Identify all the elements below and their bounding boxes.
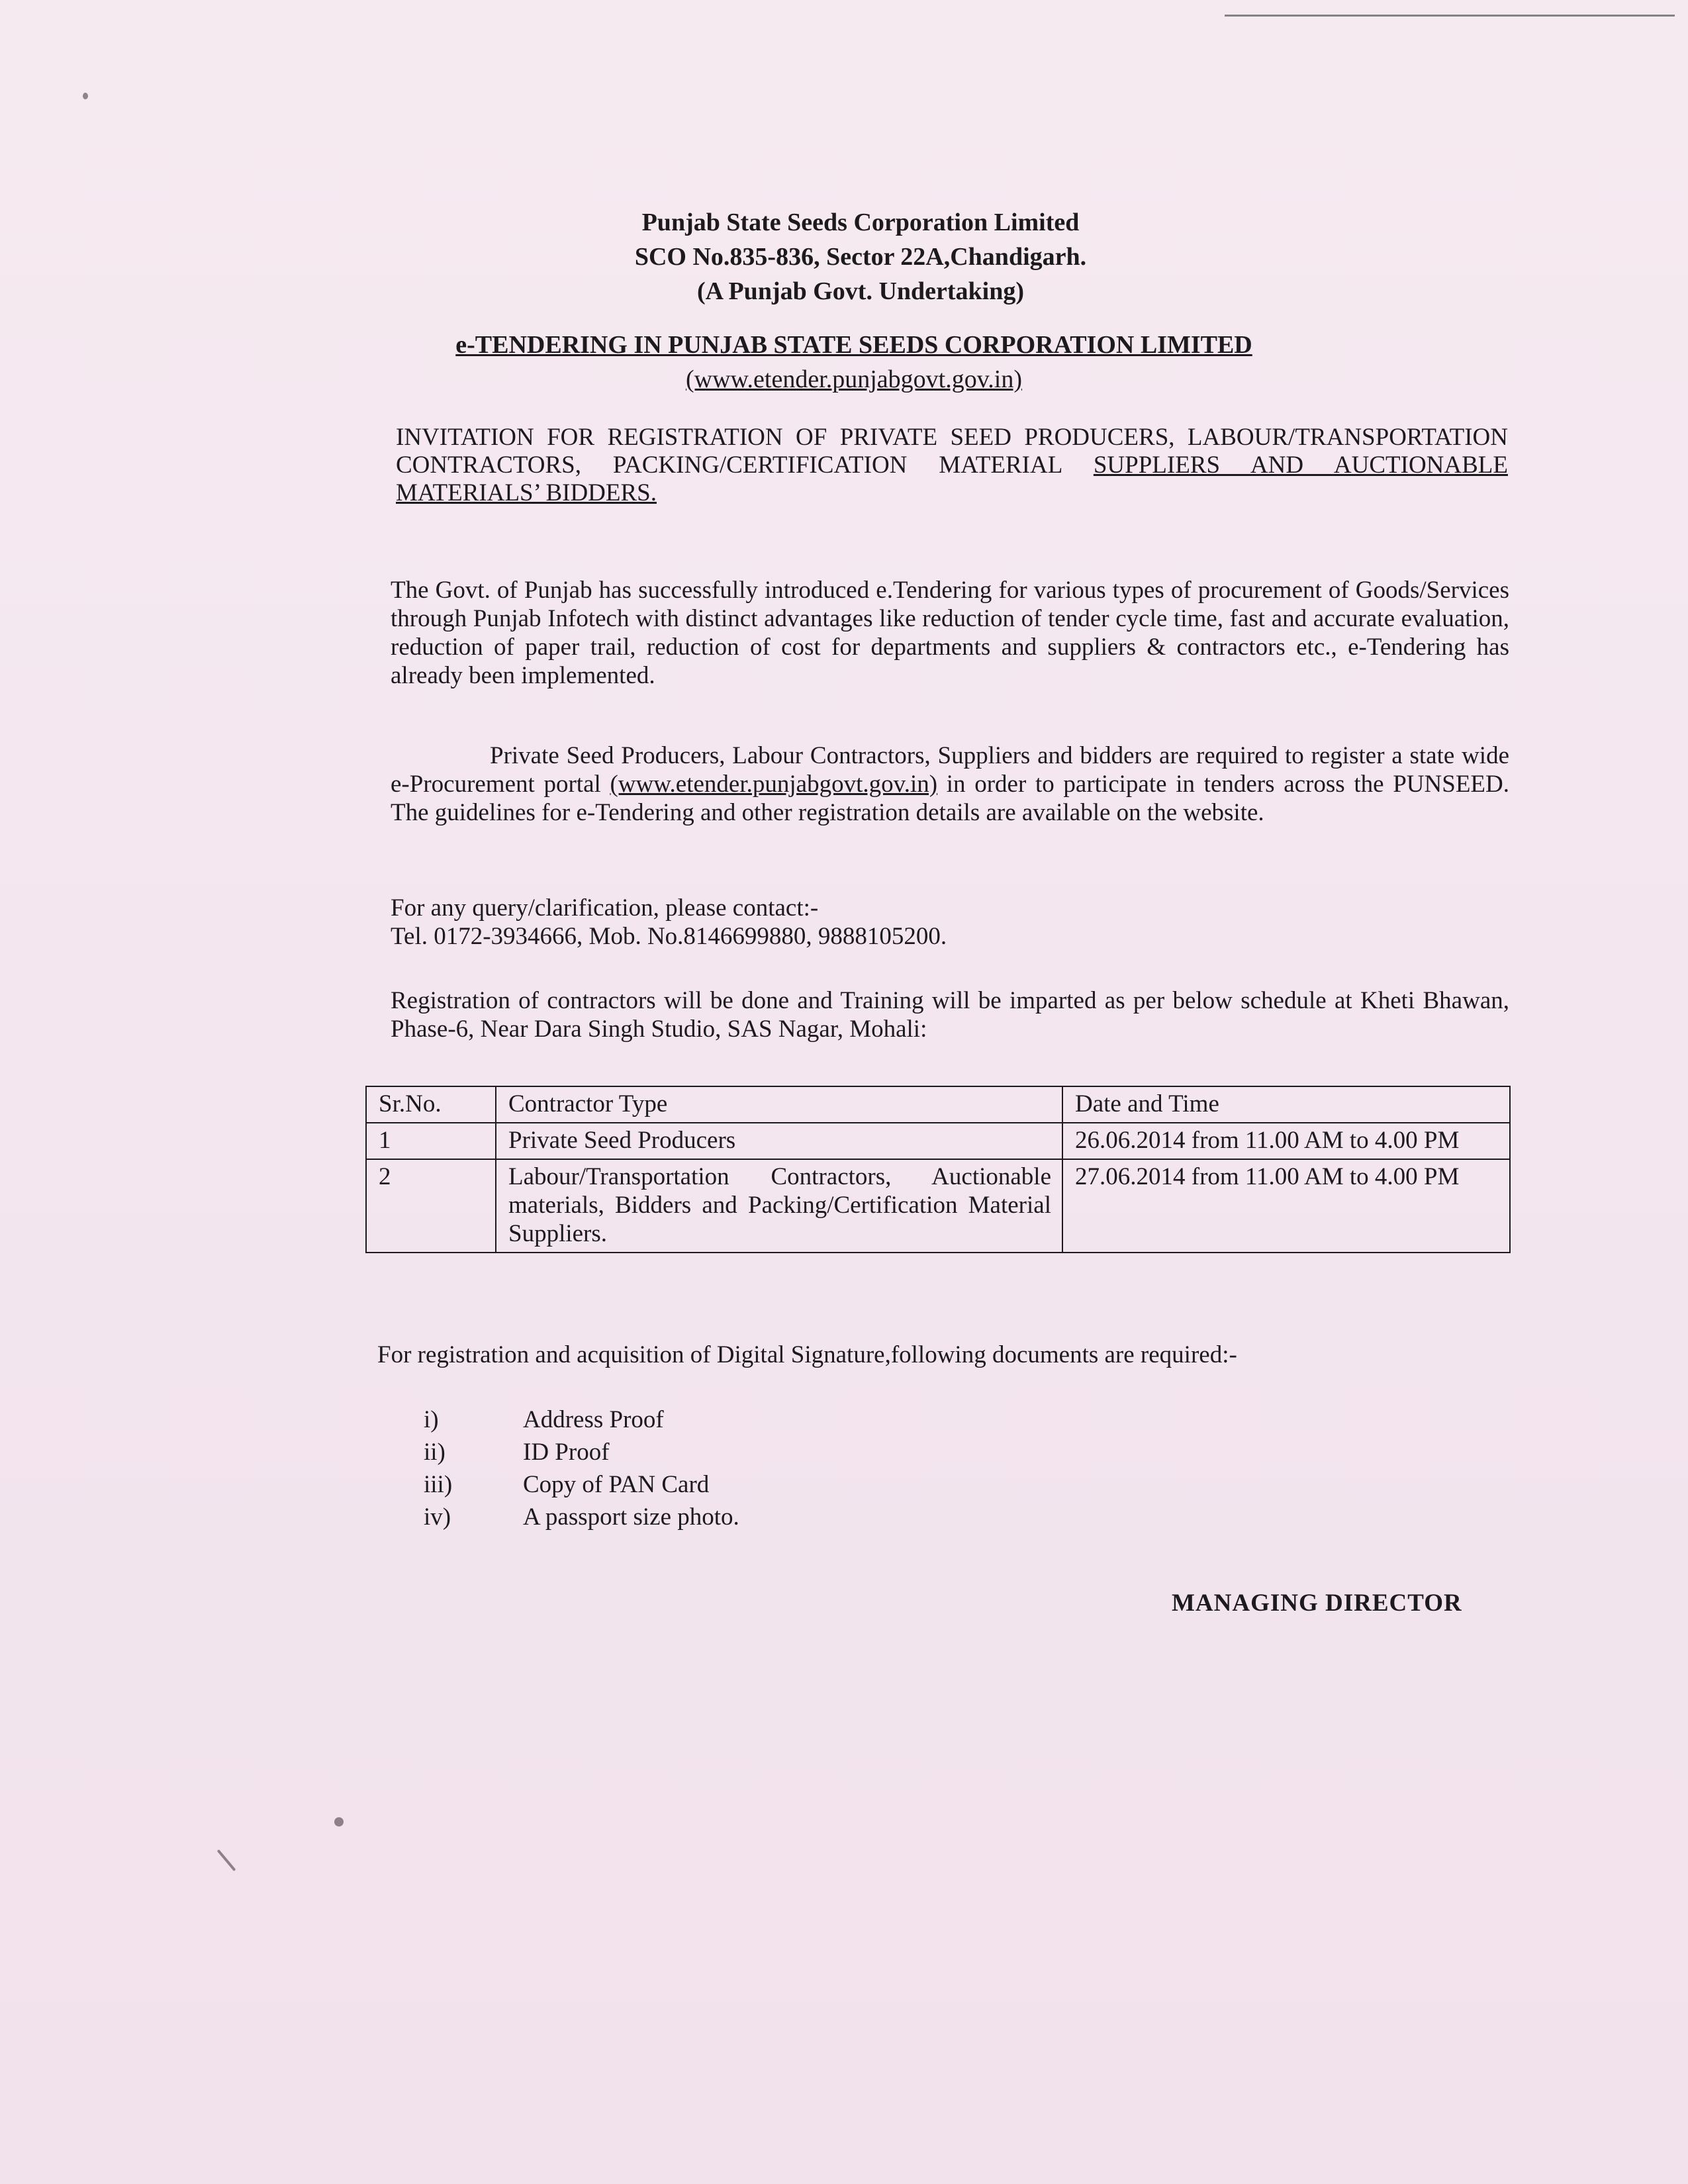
list-item (424, 1403, 739, 1436)
row-date-time: 26.06.2014 from 11.00 AM to 4.00 PM (1062, 1123, 1510, 1159)
signatory-title: MANAGING DIRECTOR (1172, 1590, 1462, 1617)
contact-intro: For any query/clarification, please contact:- (391, 894, 819, 922)
organization-header (397, 205, 1324, 309)
notice-title: e-TENDERING IN PUNJAB STATE SEEDS CORPORATION LIMITED (455, 331, 1252, 359)
documents-intro: For registration and acquisition of Digital Signature,following documents are required:- (377, 1341, 1237, 1368)
list-item-number: iii) (424, 1471, 453, 1498)
list-item-text: A passport size photo. (523, 1503, 739, 1531)
schedule-table (365, 1086, 1511, 1253)
list-item-number: i) (424, 1406, 439, 1433)
list-item-text: ID Proof (523, 1439, 610, 1466)
list-item (424, 1501, 739, 1533)
registration-paragraph (391, 741, 1509, 827)
table-header-row (366, 1086, 1510, 1123)
row-contractor-type: Labour/Transportation Contractors, Auctionable materials, Bidders and Packing/Certification Material Suppliers. (496, 1159, 1062, 1253)
row-date-time: 27.06.2014 from 11.00 AM to 4.00 PM (1062, 1159, 1510, 1253)
organization-name: Punjab State Seeds Corporation Limited (641, 209, 1080, 236)
row-sr-no: 2 (366, 1159, 496, 1253)
header-date-time: Date and Time (1062, 1086, 1510, 1123)
registration-text: Private Seed Producers, Labour Contractors, Suppliers and bidders are required to register a state wide e-Procurement portal (391, 742, 1509, 798)
list-item-number: iv) (424, 1503, 451, 1531)
invitation-text-underlined: SUPPLIERS AND AUCTIONABLE MATERIALS’ BIDDERS. (396, 451, 1508, 506)
registration-text-cont: in order to participate in tenders across the PUNSEED. The guidelines for e-Tendering and other registration details are available on the website. (391, 771, 1509, 826)
invitation-text: INVITATION FOR REGISTRATION OF PRIVATE SEED PRODUCERS, LABOUR/TRANSPORTATION CONTRACTORS, PACKING/CERTIFICATION MATERIAL (396, 424, 1508, 479)
contact-numbers: Tel. 0172-3934666, Mob. No.8146699880, 9888105200. (391, 923, 947, 950)
table-row (366, 1159, 1510, 1253)
documents-list (424, 1403, 739, 1533)
list-item-text: Copy of PAN Card (523, 1471, 710, 1498)
scan-speck (334, 1817, 344, 1827)
contact-block (391, 894, 1509, 951)
notice-title-url: (www.etender.punjabgovt.gov.in) (686, 365, 1022, 393)
row-sr-no: 1 (366, 1123, 496, 1159)
top-edge-rule (1225, 15, 1675, 17)
scan-speck (217, 1849, 236, 1871)
notice-title-block (384, 328, 1324, 397)
list-item-number: ii) (424, 1439, 445, 1466)
list-item (424, 1468, 739, 1501)
intro-paragraph: The Govt. of Punjab has successfully introduced e.Tendering for various types of procurement of Goods/Services through Punjab Infotech with distinct advantages like reduction of tender cycle time, fast and accurate evaluation, reduction of paper trail, reduction of cost for departments and suppliers & contractors etc., e-Tendering has already been implemented. (391, 577, 1509, 689)
organization-status: (A Punjab Govt. Undertaking) (696, 277, 1025, 305)
header-sr-no: Sr.No. (366, 1086, 496, 1123)
list-item (424, 1436, 739, 1468)
list-item-text: Address Proof (523, 1406, 664, 1433)
row-contractor-type: Private Seed Producers (496, 1123, 1062, 1159)
schedule-intro: Registration of contractors will be done and Training will be imparted as per below schedule at Kheti Bhawan, Phase-6, Near Dara Singh Studio, SAS Nagar, Mohali: (391, 987, 1509, 1043)
organization-address: SCO No.835-836, Sector 22A,Chandigarh. (634, 243, 1087, 271)
header-contractor-type: Contractor Type (496, 1086, 1062, 1123)
invitation-heading (396, 424, 1508, 507)
table-row (366, 1123, 1510, 1159)
portal-link[interactable]: (www.etender.punjabgovt.gov.in) (610, 771, 938, 798)
scan-speck (83, 93, 88, 99)
